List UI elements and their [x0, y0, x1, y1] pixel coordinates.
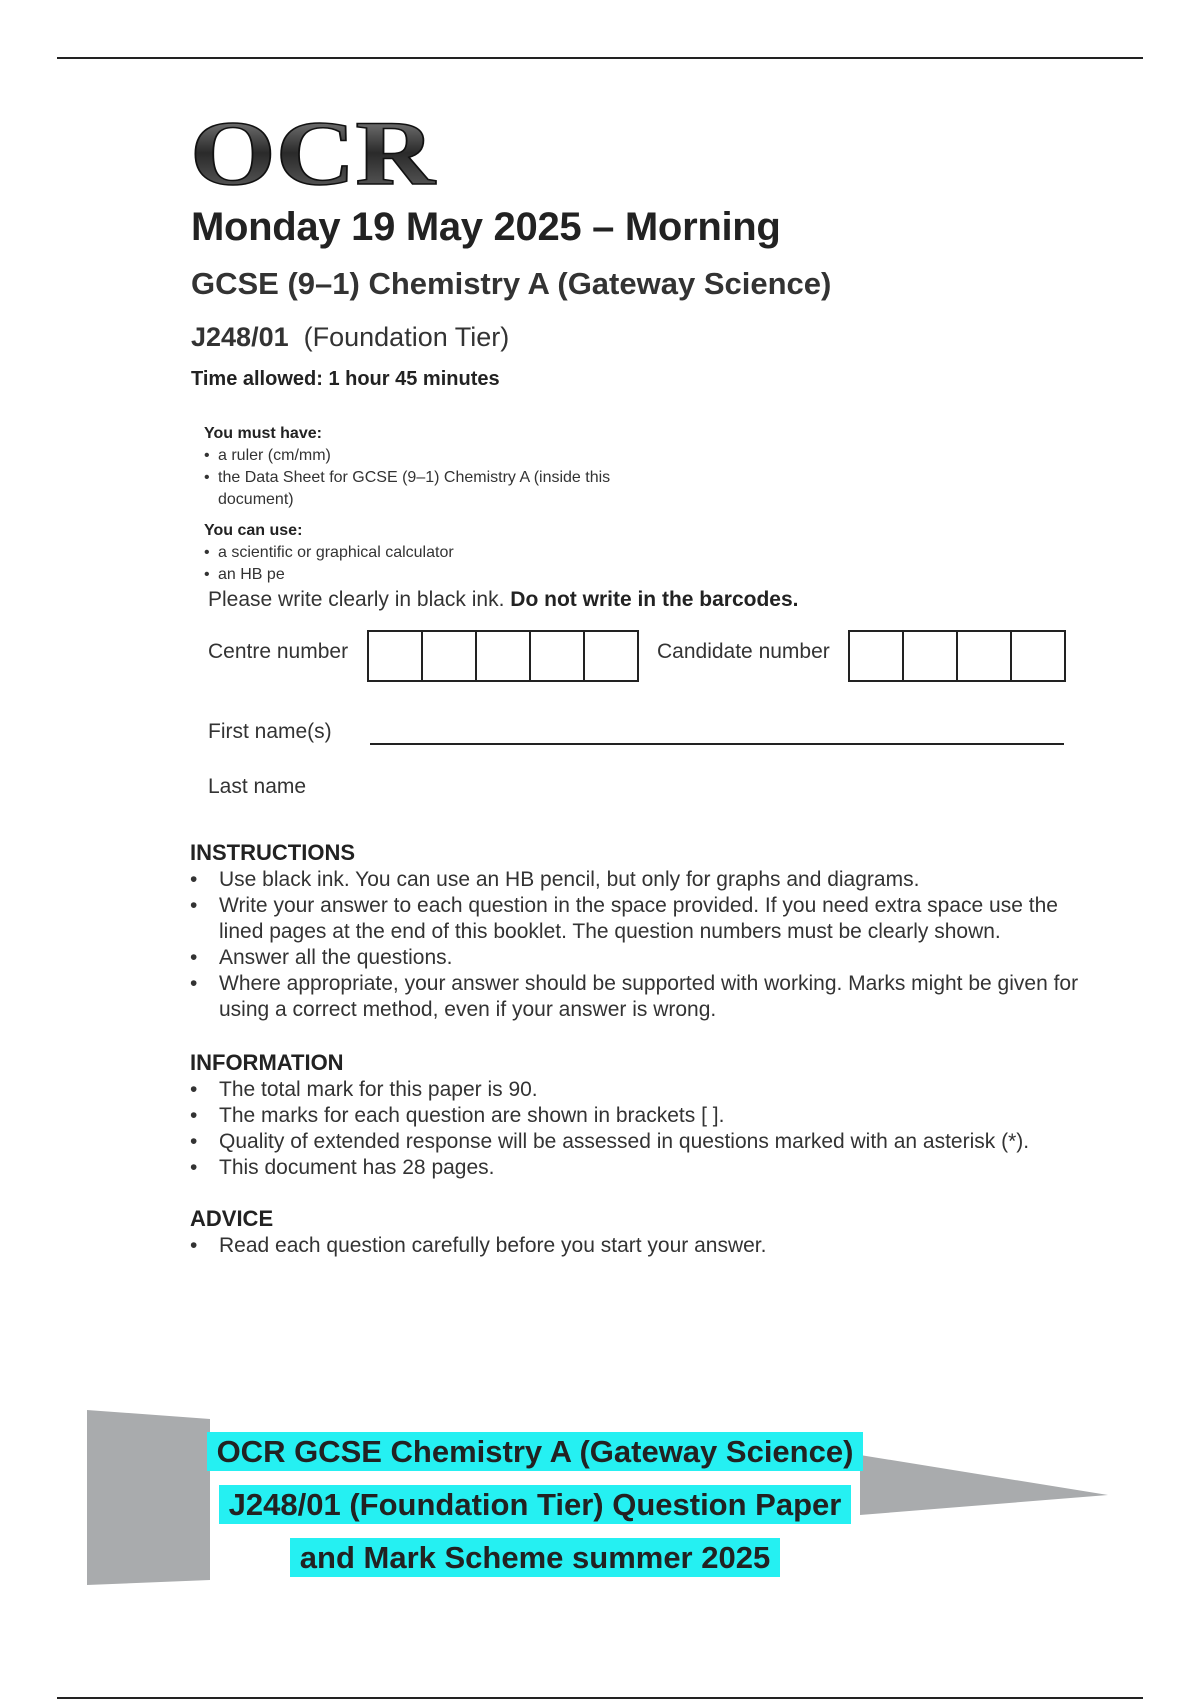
paper-code: J248/01: [191, 322, 289, 352]
instructions-heading: INSTRUCTIONS: [190, 840, 355, 865]
title-banner: [0, 1405, 1200, 1595]
digit-box[interactable]: [850, 632, 904, 680]
digit-box[interactable]: [531, 632, 585, 680]
can-use-item: • a scientific or graphical calculator: [204, 542, 664, 564]
centre-number-label: Centre number: [208, 640, 349, 663]
write-clearly-note: [208, 588, 799, 612]
exam-subject: GCSE (9–1) Chemistry A (Gateway Science): [191, 266, 832, 301]
last-name-label: Last name: [208, 775, 307, 798]
first-name-label: First name(s): [208, 720, 332, 743]
exam-date: Monday 19 May 2025 – Morning: [191, 205, 781, 249]
advice-section: [190, 1205, 1090, 1259]
svg-text:OCR: OCR: [190, 112, 437, 197]
advice-item: • Read each question carefully before you start your answer.: [190, 1233, 1090, 1259]
top-rule: [57, 57, 1143, 59]
ocr-logo-graphic: [190, 112, 440, 197]
banner-line: [0, 1531, 1070, 1584]
first-name-field[interactable]: [370, 743, 1064, 745]
digit-box[interactable]: [477, 632, 531, 680]
banner-line: [0, 1478, 1070, 1531]
banner-line: [0, 1425, 1070, 1478]
digit-box[interactable]: [958, 632, 1012, 680]
banner-line-text: and Mark Scheme summer 2025: [290, 1538, 780, 1577]
can-use-item: • an HB pe: [204, 564, 664, 586]
information-item: • This document has 28 pages.: [190, 1155, 1090, 1181]
bottom-rule: [57, 1697, 1143, 1699]
instruction-item: • Write your answer to each question in the space provided. If you need extra space use the lined pages at the end of this booklet. The question numbers must be clearly shown.: [190, 893, 1090, 945]
instruction-item: • Answer all the questions.: [190, 945, 1090, 971]
time-allowed: Time allowed: 1 hour 45 minutes: [191, 368, 500, 390]
can-use-block: [204, 520, 664, 586]
instructions-section: [190, 839, 1090, 1023]
can-use-heading: You can use:: [204, 522, 303, 539]
information-heading: INFORMATION: [190, 1050, 344, 1075]
paper-tier: (Foundation Tier): [303, 322, 510, 352]
banner-line-text: OCR GCSE Chemistry A (Gateway Science): [207, 1432, 864, 1471]
must-have-block: [204, 423, 664, 511]
must-have-item: • the Data Sheet for GCSE (9–1) Chemistry A (inside this document): [204, 467, 664, 511]
digit-box[interactable]: [423, 632, 477, 680]
ocr-logo: [190, 112, 440, 197]
information-section: [190, 1049, 1090, 1181]
must-have-item: • a ruler (cm/mm): [204, 445, 664, 467]
instruction-item: • Where appropriate, your answer should be supported with working. Marks might be given for using a correct method, even if your answer is wrong.: [190, 971, 1090, 1023]
must-have-heading: You must have:: [204, 425, 322, 442]
write-note: Please write clearly in black ink.: [208, 588, 505, 611]
banner-line-text: J248/01 (Foundation Tier) Question Paper: [219, 1485, 852, 1524]
digit-box[interactable]: [1012, 632, 1064, 680]
candidate-number-boxes[interactable]: [848, 630, 1066, 682]
write-note-bold: Do not write in the barcodes.: [510, 588, 799, 611]
instruction-item: • Use black ink. You can use an HB pencil, but only for graphs and diagrams.: [190, 867, 1090, 893]
information-item: • The total mark for this paper is 90.: [190, 1077, 1090, 1103]
advice-heading: ADVICE: [190, 1206, 274, 1231]
digit-box[interactable]: [369, 632, 423, 680]
information-item: • The marks for each question are shown in brackets [ ].: [190, 1103, 1090, 1129]
centre-number-boxes[interactable]: [367, 630, 639, 682]
information-item: • Quality of extended response will be assessed in questions marked with an asterisk (*).: [190, 1129, 1090, 1155]
candidate-number-label: Candidate number: [657, 640, 830, 663]
digit-box[interactable]: [585, 632, 637, 680]
paper-line: [191, 322, 509, 353]
digit-box[interactable]: [904, 632, 958, 680]
